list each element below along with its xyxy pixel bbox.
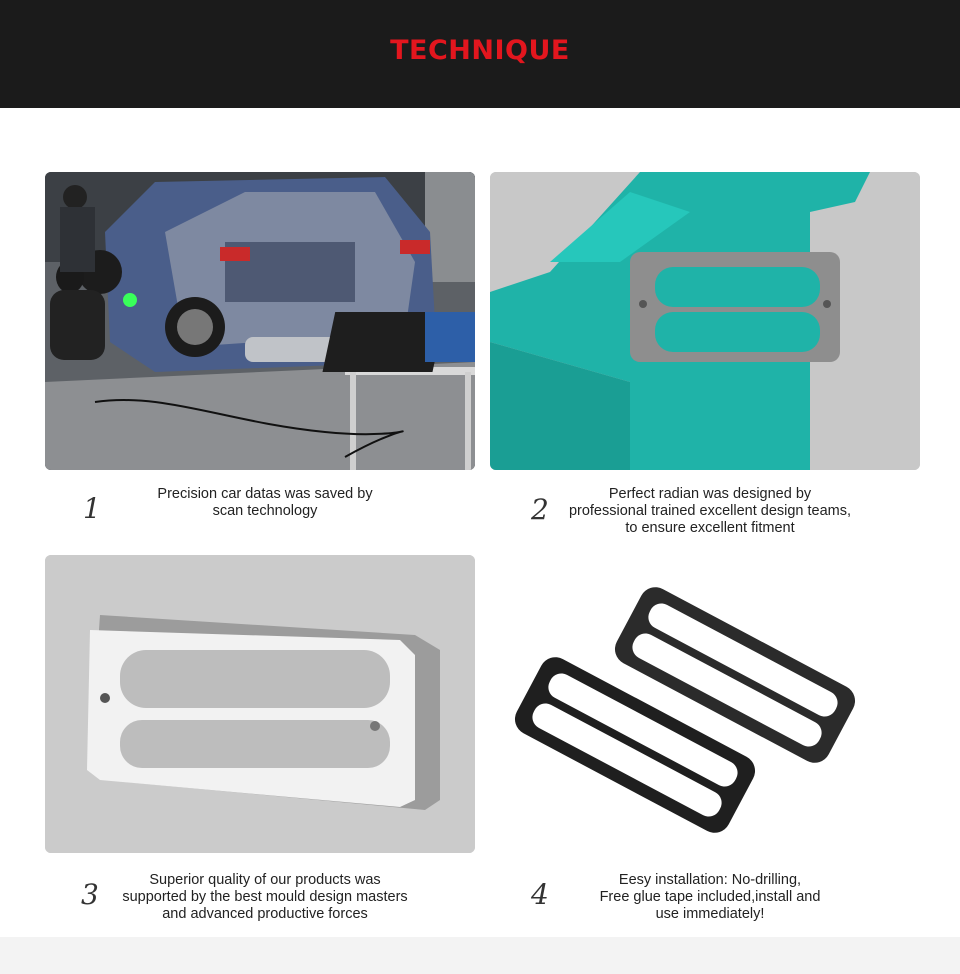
caption-line: use immediately! xyxy=(655,906,765,922)
caption-line: Precision car datas was saved by xyxy=(157,486,373,502)
caption-line: Eesy installation: No-drilling, xyxy=(618,872,802,888)
scan-photo xyxy=(45,172,475,470)
step-number-4: 4 xyxy=(531,878,549,911)
caption-line: professional trained excellent design teams, xyxy=(568,503,852,519)
step-number-1: 1 xyxy=(83,492,101,525)
step-caption-3 xyxy=(100,872,430,923)
step-number-2: 2 xyxy=(531,493,549,526)
scan-model-render xyxy=(490,172,920,470)
step-caption-4 xyxy=(580,872,840,923)
carbon-product-photo xyxy=(490,555,920,853)
caption-line: and advanced productive forces xyxy=(162,906,368,922)
page-title: TECHNIQUE xyxy=(390,35,570,66)
step-number-3: 3 xyxy=(81,878,99,911)
step-caption-2 xyxy=(550,486,870,537)
caption-line: scan technology xyxy=(212,503,318,519)
header-banner xyxy=(0,0,960,108)
carbon-product-illustration xyxy=(490,555,920,853)
caption-line: Perfect radian was designed by xyxy=(608,486,812,502)
mould-cad-illustration xyxy=(45,555,475,853)
caption-line: Free glue tape included,install and xyxy=(599,889,821,905)
scan-model-illustration xyxy=(490,172,920,470)
caption-line: to ensure excellent fitment xyxy=(625,520,795,536)
step-caption-1 xyxy=(120,486,410,520)
scan-photo-illustration xyxy=(45,172,475,470)
footer-strip xyxy=(0,937,960,974)
caption-line: supported by the best mould design masters xyxy=(122,889,408,905)
mould-cad-render xyxy=(45,555,475,853)
caption-line: Superior quality of our products was xyxy=(149,872,381,888)
